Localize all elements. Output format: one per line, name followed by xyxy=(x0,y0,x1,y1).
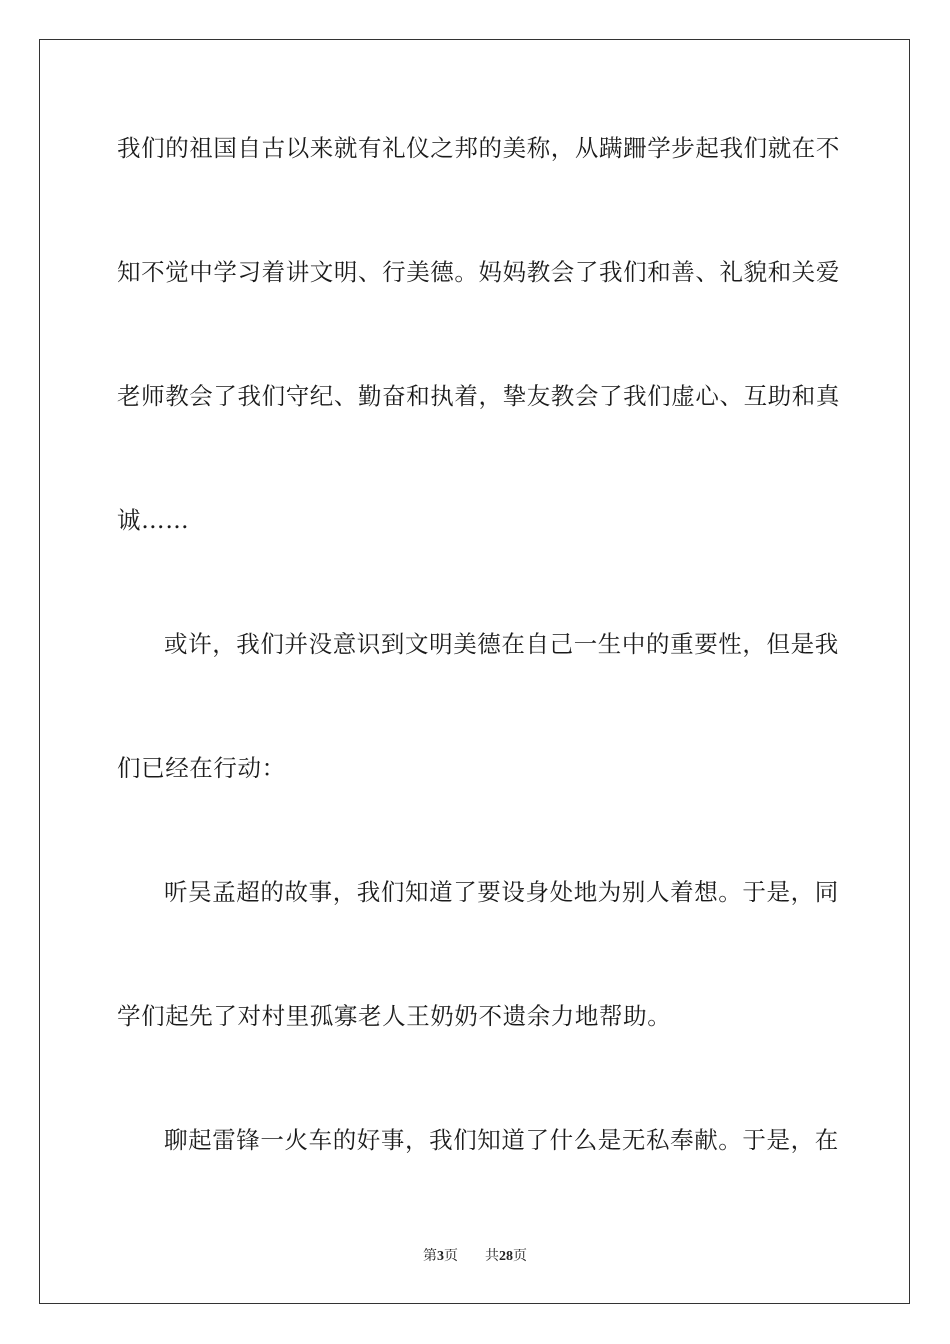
body-text-line: 老师教会了我们守纪、勤奋和执着，挚友教会了我们虚心、互助和真 xyxy=(117,382,840,410)
body-text-line: 我们的祖国自古以来就有礼仪之邦的美称，从蹒跚学步起我们就在不 xyxy=(117,134,840,162)
page-number: 第3页 xyxy=(423,1248,459,1264)
paragraph-first-line: 或许，我们并没意识到文明美德在自己一生中的重要性，但是我 xyxy=(164,630,839,658)
body-text-line: 们已经在行动： xyxy=(117,754,286,782)
body-text-line: 诚…… xyxy=(117,506,190,534)
paragraph-first-line: 聊起雷锋一火车的好事，我们知道了什么是无私奉献。于是，在 xyxy=(164,1126,839,1154)
paragraph-first-line: 听吴孟超的故事，我们知道了要设身处地为别人着想。于是，同 xyxy=(164,878,839,906)
body-text-line: 知不觉中学习着讲文明、行美德。妈妈教会了我们和善、礼貌和关爱 xyxy=(117,258,840,286)
page-footer xyxy=(0,1246,950,1267)
body-text-line: 学们起先了对村里孤寡老人王奶奶不遗余力地帮助。 xyxy=(117,1002,672,1030)
page-border xyxy=(39,39,910,1304)
page-total: 共28页 xyxy=(484,1248,527,1264)
